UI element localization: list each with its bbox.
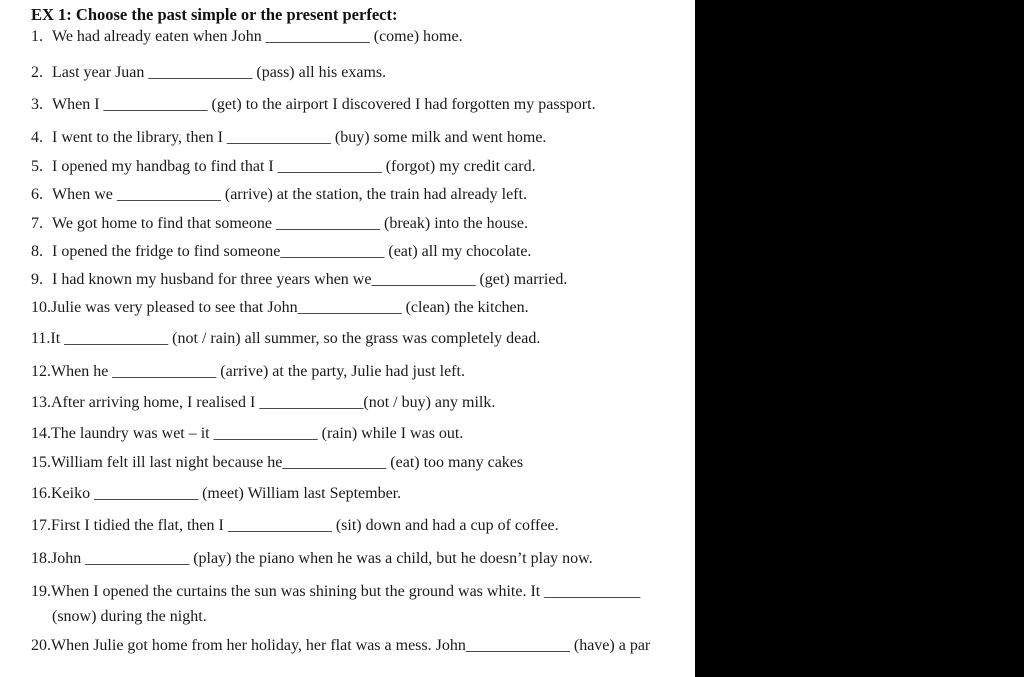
black-margin-area — [695, 0, 1024, 677]
question-text: Keiko _____________ (meet) William last September. — [51, 485, 402, 502]
question-number: 16. — [31, 485, 51, 502]
question-10 — [31, 298, 529, 318]
question-7 — [31, 214, 528, 234]
question-text: I had known my husband for three years when we_____________ (get) married. — [52, 271, 568, 288]
question-text: When he _____________ (arrive) at the party, Julie had just left. — [51, 363, 465, 380]
question-text: I opened the fridge to find someone_____________ (eat) all my chocolate. — [52, 243, 532, 260]
question-number: 1. — [31, 28, 43, 45]
question-text: The laundry was wet – it _____________ (rain) while I was out. — [51, 425, 464, 442]
question-6 — [31, 185, 527, 205]
question-number: 5. — [31, 158, 43, 175]
question-text: It _____________ (not / rain) all summer, so the grass was completely dead. — [50, 330, 541, 347]
exercise-title: EX 1: Choose the past simple or the present perfect: — [31, 5, 398, 24]
question-13 — [31, 393, 495, 413]
question-number: 14. — [31, 425, 51, 442]
question-text: When we _____________ (arrive) at the station, the train had already left. — [52, 186, 527, 203]
question-text: John _____________ (play) the piano when he was a child, but he doesn’t play now. — [51, 550, 593, 567]
question-number: 6. — [31, 186, 43, 203]
question-number: 10. — [31, 299, 51, 316]
question-number: 20. — [31, 637, 51, 654]
question-20 — [31, 636, 650, 656]
question-text: We got home to find that someone _____________ (break) into the house. — [52, 215, 528, 232]
question-text: I opened my handbag to find that I _____________ (forgot) my credit card. — [52, 158, 536, 175]
question-4 — [31, 128, 546, 148]
question-18 — [31, 549, 593, 569]
question-15 — [31, 453, 523, 473]
question-number: 15. — [31, 454, 51, 471]
question-text: Julie was very pleased to see that John_____________ (clean) the kitchen. — [51, 299, 529, 316]
question-text: William felt ill last night because he_____________ (eat) too many cakes — [51, 454, 524, 471]
question-8 — [31, 242, 531, 262]
question-number: 9. — [31, 271, 43, 288]
question-text: Last year Juan _____________ (pass) all his exams. — [52, 64, 387, 81]
question-5 — [31, 157, 536, 177]
question-text: I went to the library, then I _____________ (buy) some milk and went home. — [52, 129, 547, 146]
question-number: 13. — [31, 394, 51, 411]
question-2 — [31, 63, 386, 83]
question-number: 7. — [31, 215, 43, 232]
question-number: 11. — [31, 330, 51, 347]
question-text: After arriving home, I realised I _____________(not / buy) any milk. — [51, 394, 496, 411]
question-14 — [31, 424, 463, 444]
question-9 — [31, 270, 567, 290]
question-number: 17. — [31, 517, 51, 534]
question-number: 18. — [31, 550, 51, 567]
question-3 — [31, 95, 596, 115]
question-number: 8. — [31, 243, 43, 260]
question-16 — [31, 484, 401, 504]
question-19-continuation: (snow) during the night. — [52, 608, 207, 625]
question-17 — [31, 516, 559, 536]
question-1 — [31, 27, 463, 47]
question-number: 19. — [31, 583, 51, 600]
question-text: We had already eaten when John _____________ (come) home. — [52, 28, 463, 45]
question-text: When Julie got home from her holiday, her flat was a mess. John_____________ (have) a par — [51, 637, 651, 654]
question-number: 12. — [31, 363, 51, 380]
question-12 — [31, 362, 465, 382]
question-text: When I _____________ (get) to the airport I discovered I had forgotten my passport. — [52, 96, 596, 113]
question-11 — [31, 329, 540, 349]
question-text: When I opened the curtains the sun was shining but the ground was white. It ____________ — [51, 583, 641, 600]
question-text: First I tidied the flat, then I _____________ (sit) down and had a cup of coffee. — [51, 517, 559, 534]
question-19 — [31, 582, 640, 602]
question-number: 2. — [31, 64, 43, 81]
question-number: 4. — [31, 129, 43, 146]
question-number: 3. — [31, 96, 43, 113]
